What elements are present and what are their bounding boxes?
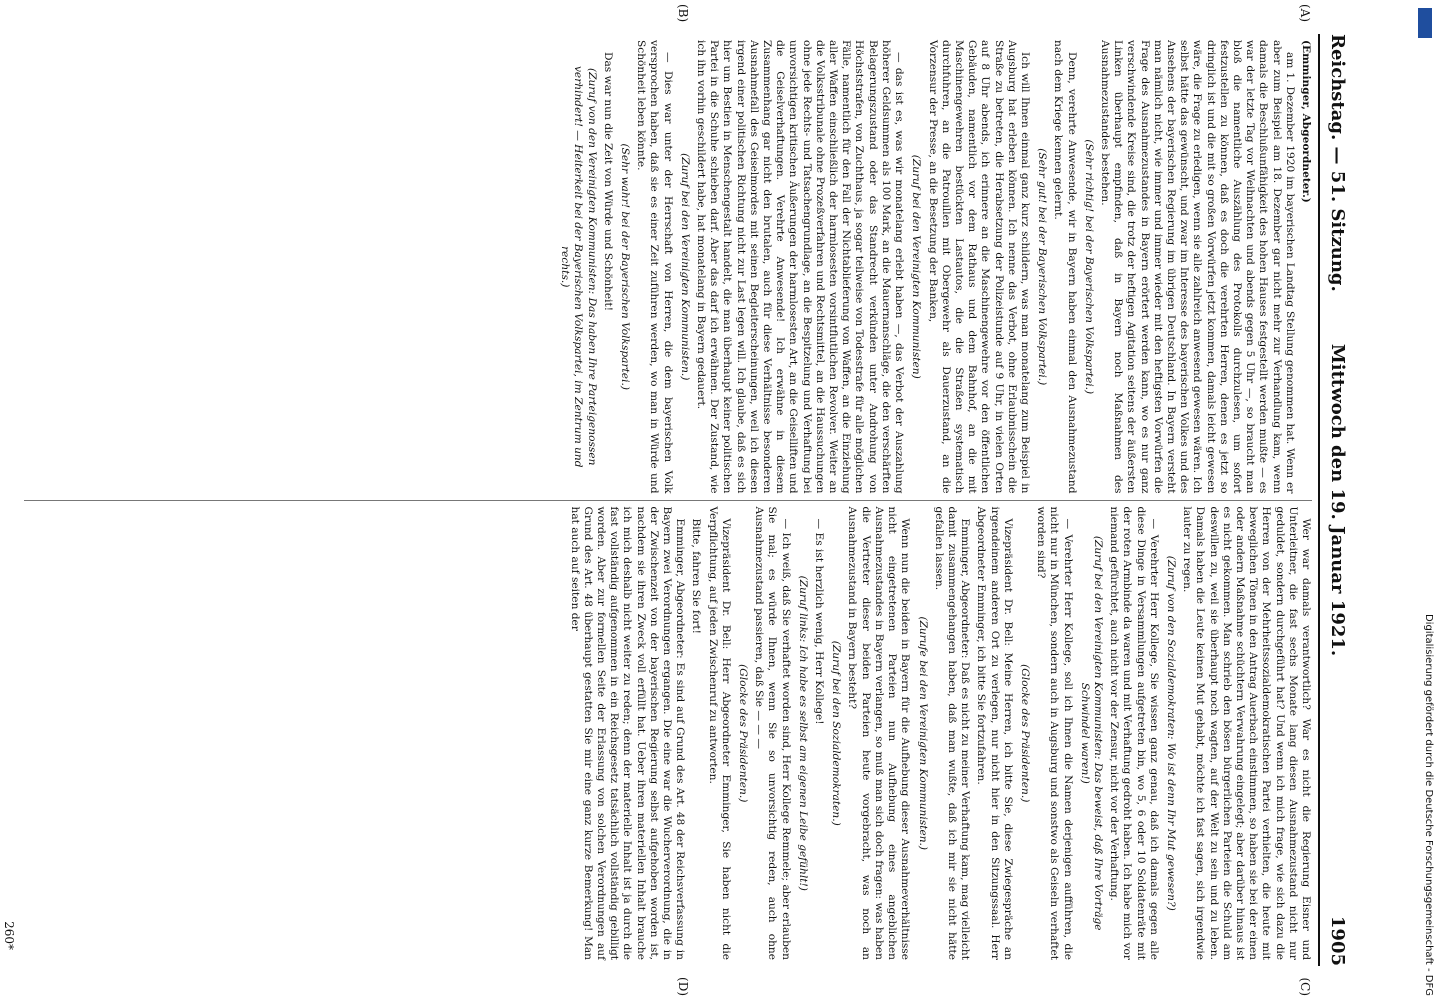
header-session: Reichstag. — 51. Sitzung. (1327, 34, 1348, 292)
interjection: (Zuruf bei den Sozialdemokraten.) (830, 640, 843, 826)
paragraph: — Verehrter Herr Kollege, Sie wissen ganz genau, daß ich damals gegen alle diese Dinge in Versammlungen aufgetreten bin, wo 5, 6 oder 10 Soldatenräte mit der roten Armbinde da waren und mit Verhaftung gedroht haben. Ich habe mich vor niemand gefürchtet, auch nicht vor der Zensur, nicht vor der Verhaftung. (1108, 506, 1160, 960)
interjection: (Zurufe bei den Vereinigten Kommunisten.) (916, 616, 929, 851)
interjection: (Sehr wahr! bei der Bayerischen Volkspartei.) (619, 143, 632, 390)
margin-marker-d: (D) (676, 977, 690, 996)
interjection: (Zuruf von den Sozialdemokraten: Wo ist denn Ihr Mut gewesen?) (1164, 555, 1177, 911)
interjection: (Zuruf bei den Vereinigten Kommunisten) (910, 154, 923, 379)
interjection: (Zuruf links: Ich habe es selbst am eigenen Leibe gefühlt!) (796, 575, 809, 891)
paragraph: am 1. Dezember 1920 im bayerischen Landtag Stellung genommen hat. Wenn er aber zum Beispiel am 18. Dezember gar nicht mehr zur Verhandlung kam, wenn damals die Beschlußunfähigkeit des hohen Hauses festgestellt werden mußte — es war der letzte Tag vor Weihnachten und abends gegen 5 Uhr —, so braucht man bloß die namentliche Auszählung des Protokolls durchzulesen, um sofort festzustellen zu können, daß es doch die verehrten Herren, denen es jetzt so dringlich ist und die mit so großen Vorwürfen jetzt kommen, damals leicht gewesen wäre, die Frage zu erledigen, wenn sie alle zahlreich anwesend gewesen wären. Ich selbst hätte das gewünscht, und zwar im Interesse des bayerischen Volkes und des Ansehens der bayerischen Regierung im übrigen Deutschland. In Bayern versteht man nämlich nicht, wie immer und immer wieder mit den heftigsten Vorwürfen die Frage des Ausnahmezustandes in Bayern erörtert werden kann, wo es nur ganz verschwindende Kreise sind, die trotz der heftigen Agitation seitens der äußersten Linken überhaupt empfinden, daß in Bayern noch Maßnahmen des Ausnahmezustandes bestehen. (1098, 40, 1296, 494)
speaker-heading: (Emminger, Abgeordneter.) (1300, 40, 1312, 203)
digitization-note-text: Digitalisierung gefördert durch die Deutsche Forschungsgemeinschaft - DFG (1423, 613, 1434, 996)
margin-marker-a: (A) (1298, 4, 1312, 23)
paragraph: Ich will Ihnen einmal ganz kurz schildern, was man monatelang zum Beispiel in Augsburg hat erleben können. Ich nenne das Verbot, ohne Erlaubnisschein die Straße zu betreten, die Herabsetzung der Polizeistunde auf 9 Uhr, in vielen Orten auf 8 Uhr abends, ich erinnere an die Maschinengewehre vor den öffentlichen Gebäuden, namentlich vor dem Rathaus und dem Bahnhof, an die mit Maschinengewehren bestückten Lastautos, die die Straßen systematisch durchfuhren, an die Patrouillen mit Obergewehr als Dauerzustand, an die Vorzensur der Presse, an die Besetzung der Banken, (926, 40, 1031, 494)
left-column (24, 34, 1312, 500)
paragraph: Emminger, Abgeordneter: Es sind auf Grund des Art. 48 der Reichsverfassung in Bayern zwei Verordnungen ergangen. Die eine war die Wucherverordnung, die in der Zwischenzeit von der bayerischen Regierung selbst aufgehoben worden ist, nachdem sie ihren Zweck voll erfüllt hat. Ueber ihren materiellen Inhalt brauche ich mich deshalb nicht weiter zu reden; denn der materielle Inhalt ist ja durch die fast vollständig aufgenommen in ein Reichsgesetz tatsächlich vollständig gebilligt worden. Aber zur formellen Seite der Erlassung von solchen Verordnungen auf Grund des Art. 48 überhaupt gestatten Sie mir eine ganz kurze Bemerkung! Man hat auch auf seiten der (568, 506, 687, 960)
interjection: (Zuruf von den Vereinigten Kommunisten: Das haben Ihre Parteigenossen verhindert! — Heiterkeit bei der Bayerischen Volkspartei, im Zentrum und rechts.) (559, 65, 598, 468)
paragraph: — das ist es, was wir monatelang erlebt haben —, das Verbot der Auszahlung höherer Geldsummen als 100 Mark, an die Mauernanschläge, die den verschärften Belagerungszustand oder das Standrecht verkünden unter Androhung von Höchststrafen, von Zuchthaus, ja sogar teilweise von Todesstrafe für alle möglichen Fälle, namentlich für den Fall der Nichtablieferung von Waffen, an die Einziehung aller Waffen einschließlich der harmlosesten vorsintflutlichen Revolver. Weiter an die Volksstribunale ohne Prozeßverfahren und Rechtsmittel, an die Haussuchungen ohne jede Rechts- und Tatsachengrundlage, an die Bespitzelung und Verhaftung bei unvorsichtigen kritischen Äußerungen der harmlosesten Art, an die Geiselliften und die Geiselverhaftungen. Verehrte Anwesende! Ich erwähne in diesem Zusammenhang gar nicht den brutalen, auch für diese Verhältnisse besonderen Ausnahmefall des Geiselmordes mit seinen Begleiterscheinungen, weil ich diesen irgend einer politischen Richtung nicht zur Last legen will. Ich glaube, daß es sich hier um Bestien in Menschengestalt handelt, die man überhaupt keiner politischen Partei in die Schuhe schieben darf. Aber das darf ich erwähnen. Der Zustand, wie ich ihn vorhin geschildert habe, hat monatelang in Bayern gedauert. (695, 40, 906, 494)
interjection: (Zuruf bei den Vereinigten Kommunisten.) (678, 153, 691, 381)
digitization-note (1418, 6, 1434, 996)
interjection: (Zuruf bei den Vereinigten Kommunisten: Das beweist, daß Ihre Vorträge Schwindel waren!) (1078, 535, 1104, 931)
right-column (24, 500, 1312, 967)
margin-marker-b: (B) (676, 4, 690, 23)
paragraph: Denn, verehrte Anwesende, wir in Bayern haben einmal den Ausnahmezustand nach dem Kriege kennen gelernt. (1052, 40, 1078, 494)
margin-marker-c: (C) (1298, 977, 1312, 996)
footer-page-number: 260* (2, 921, 16, 950)
paragraph: Das war nun die Zeit von Würde und Schönheit! (601, 52, 614, 312)
paragraph: Vizepräsident Dr. Bell: Meine Herren, ich bitte Sie, diese Zwiegespräche an irgendeinem anderen Ort zu verlegen, nur nicht hier in den Sitzungssaal. Herr Abgeordneter Emminger, ich bitte Sie fortzufahren. (975, 506, 1014, 960)
interjection: (Sehr richtig! bei der Bayerischen Volkspartei.) (1082, 139, 1095, 395)
page-number: 1905 (1327, 915, 1348, 966)
interjection: (Glocke des Präsidenten.) (737, 664, 750, 803)
paragraph: Vizepräsident Dr. Bell: Herr Abgeordneter Emminger, Sie haben nicht die Verpflichtung, auf jeden Zwischenruf zu antworten. (706, 506, 732, 960)
paragraph: Emminger, Abgeordneter: Daß es nicht zu meiner Verhaftung kam, mag vielleicht damit zusammengehangen haben, daß man wußte, daß ich mir sie nicht hätte gefallen lassen. (932, 506, 972, 960)
paragraph: Wer war damals verantwortlich? War es nicht die Regierung Eisner und Unterleitner, die fast sechs Monate lang diesen Ausnahmezustand nicht nur geduldet, sondern durchgeführt hat? Und wenn ich mich frage, wie sich dazu die Herren von der Mehrheitssozialdemokratischen Partei verhielten, die heute mit beweglichen Tönen in den Antrag Auerbach einstimmen, so haben sie bei der einen oder andern Maßnahme schüchtern Verwahrung eingelegt; aber darüber hinaus ist es nicht gekommen. Man schrieb den bösen bürgerlichen Parteien die Schuld am deswillen zu, weil sie überhaupt noch wagten, auf der Welt zu sein und zu leben. Damals haben die Leute keinen Mut gehabt, möchte ich fast sagen, sich irgendwie lauter zu regen. (1181, 506, 1312, 960)
interjection: (Sehr gut! bei der Bayerischen Volkspartei.) (1036, 148, 1049, 386)
paragraph: — Es ist herzlich wenig, Herr Kollege! (813, 518, 826, 725)
paragraph: — Ich weiß, daß Sie verhaftet worden sind, Herr Kollege Remmele; aber erlauben Sie mal; es würde Ihnen, wenn Sie so unvorsichtig reden, auch ohne Ausnahmezustand passieren, daß Sie — — — (753, 506, 792, 960)
interjection: (Glocke des Präsidenten.) (1018, 664, 1031, 803)
text-columns (24, 34, 1312, 966)
header-date: Mittwoch den 19. Januar 1921. (1327, 343, 1348, 657)
page-header (1318, 34, 1350, 966)
paragraph: — Dies war unter der Herrschaft von Herren, die dem bayerischen Volk versprochen haben, daß sie es einer Zeit zuführen werden, wo man in Würde und Schönheit leben könnte. (635, 40, 674, 494)
paragraph: — Verehrter Herr Kollege, soll ich Ihnen die Namen derjenigen aufführen, die nicht nur in München, sondern auch in Augsburg und sonstwo als Geiseln verhaftet worden sind? (1035, 506, 1074, 960)
paragraph: Bitte, fahren Sie fort! (690, 518, 703, 634)
paragraph: Wenn nun die beiden in Bayern für die Aufhebung dieser Ausnahmeverhältnisse nicht eingetretenen Parteien nun Aufhebung eines angeblichen Ausnahmezustandes in Bayern verlangen, so muß man sich doch fragen: was haben die Vertreter dieser beiden Parteien heute vorgebracht, was noch an Ausnahmezustand in Bayern besteht? (846, 506, 912, 960)
